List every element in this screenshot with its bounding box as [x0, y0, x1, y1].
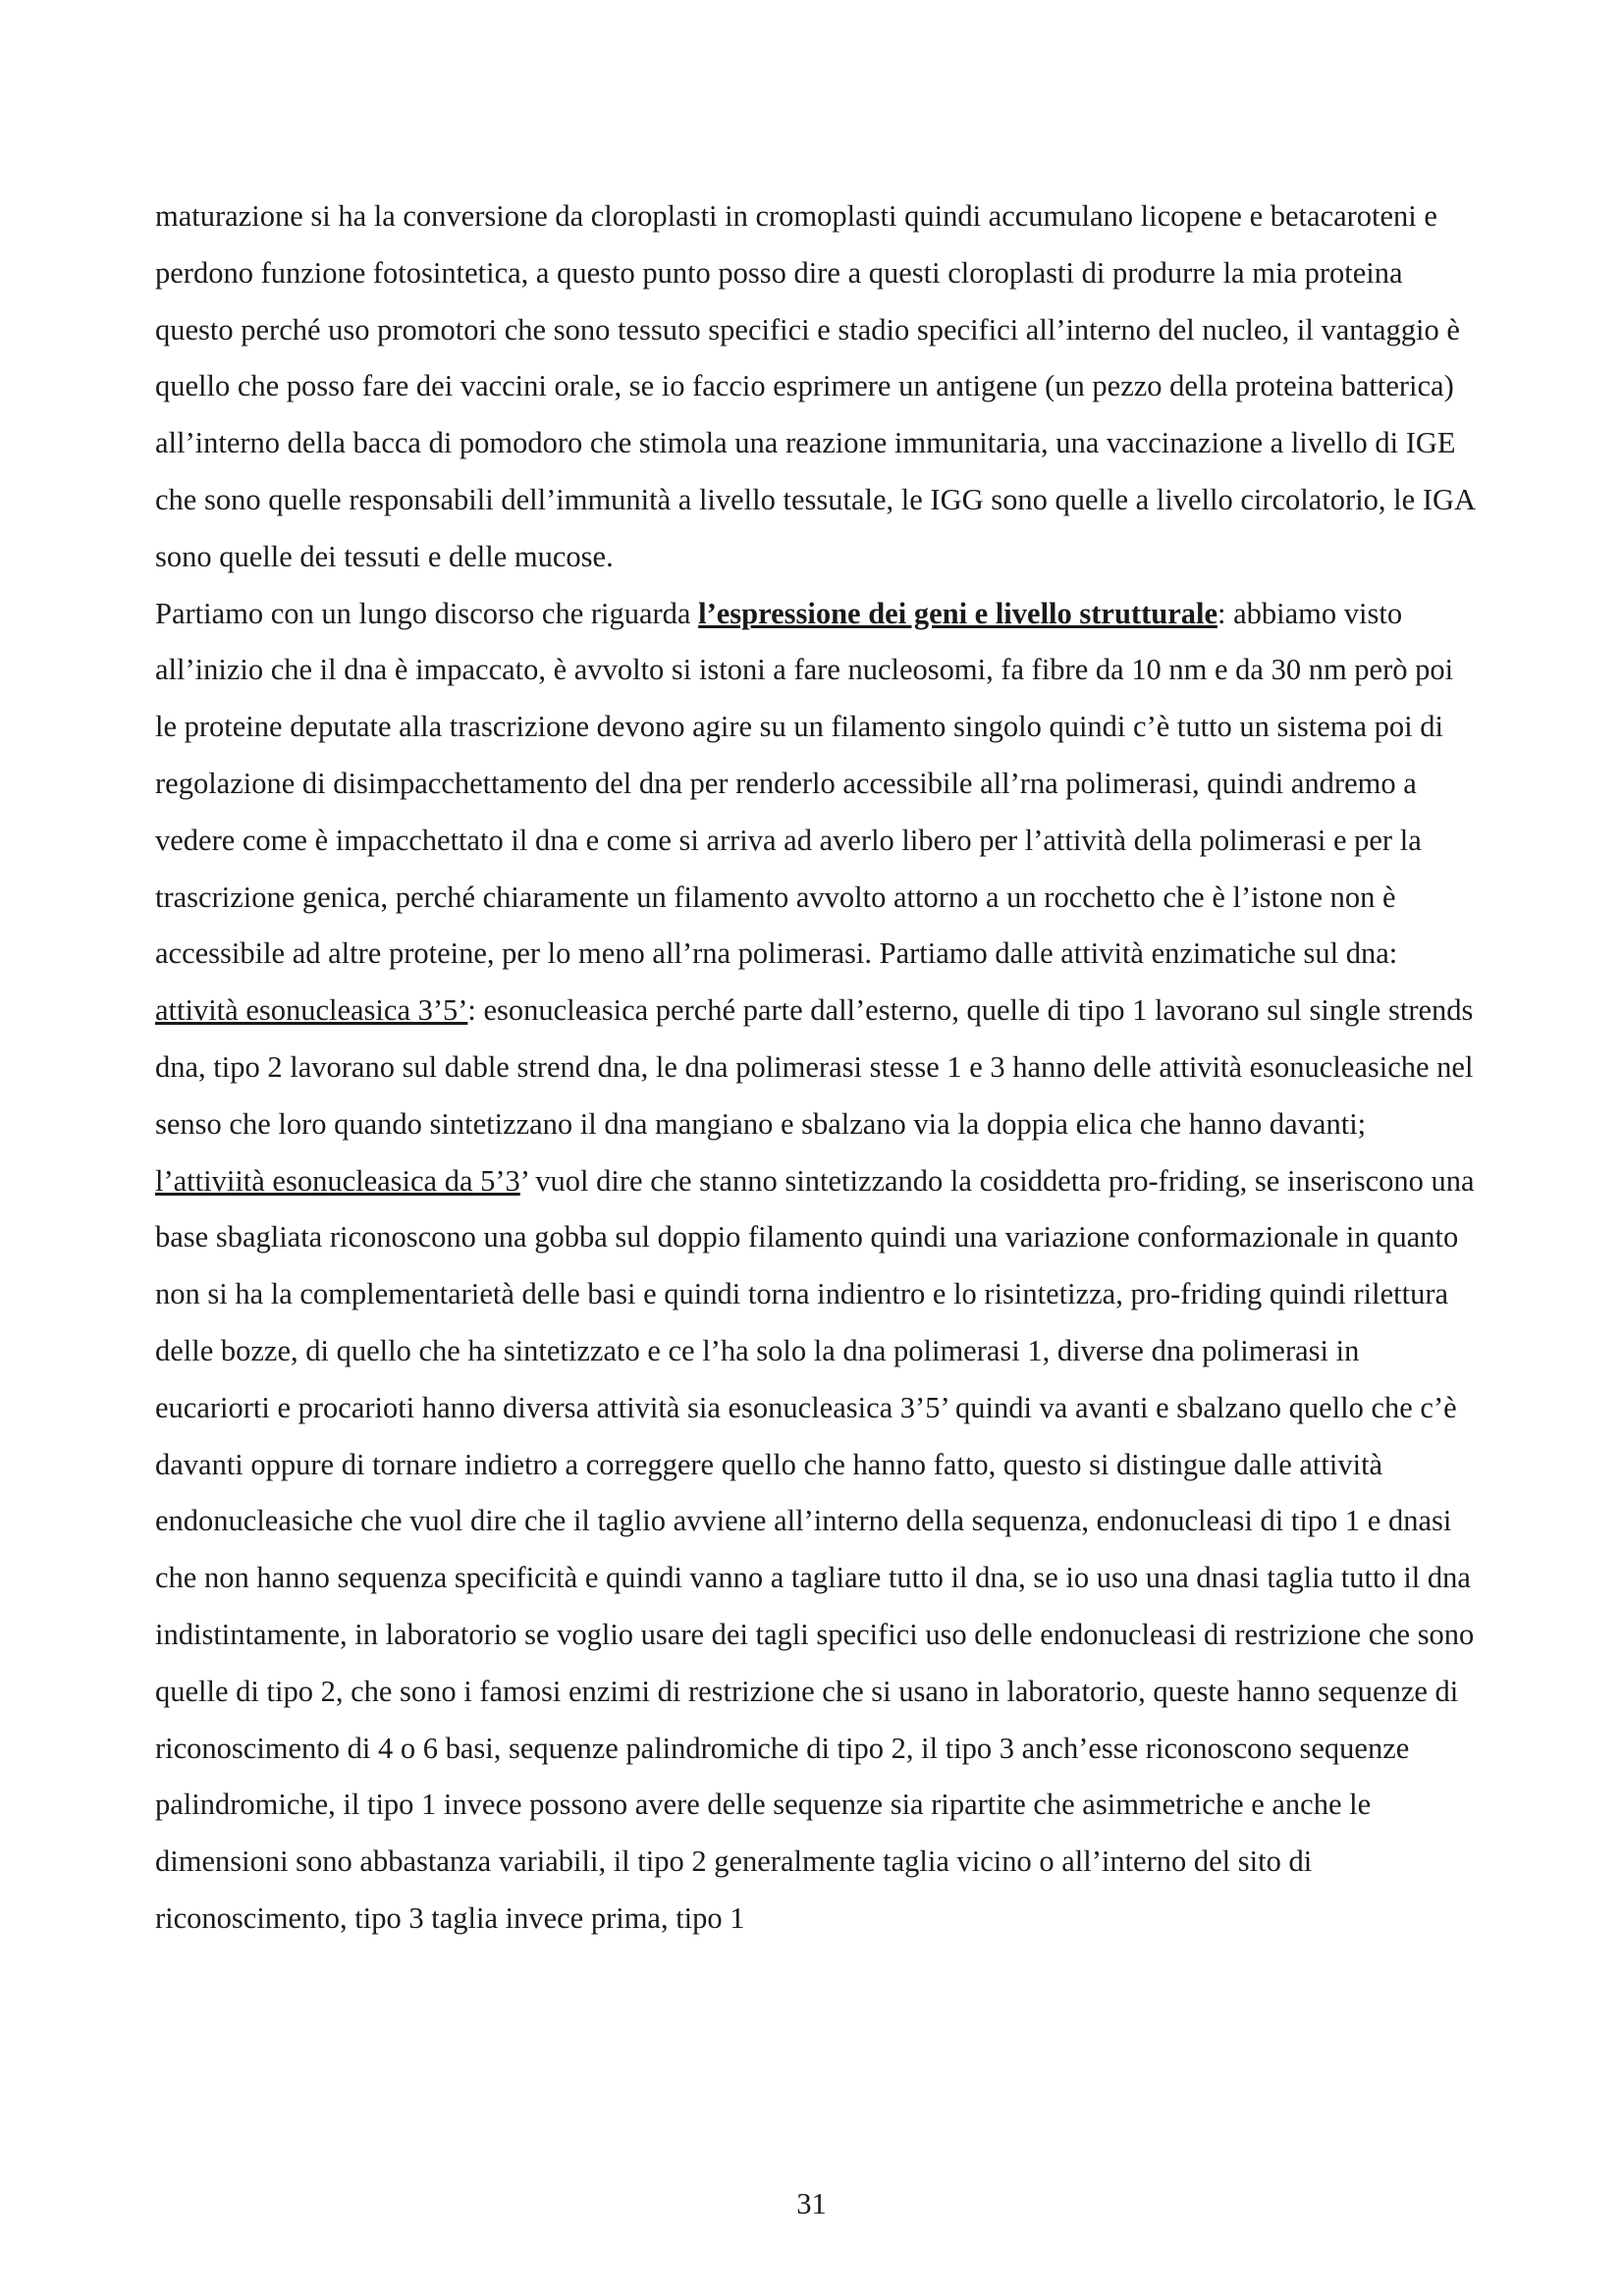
body-text — [155, 188, 1481, 1948]
term-exonuclease-3-5: attività esonucleasica 3’5’ — [155, 993, 468, 1028]
term-exonuclease-5-3: l’attiviità esonucleasica da 5’3 — [155, 1163, 520, 1198]
paragraph-text: ’ vuol dire che stanno sintetizzando la cosiddetta pro-friding, se inseriscono una base sbagliata riconoscono una gobba sul doppio filamento quindi una variazione conformazionale in quanto non si ha la complementarietà delle basi e quindi torna indientro e lo risintetizza, pro-friding quindi rilettura delle bozze, di quello che ha sintetizzato e ce l’ha solo la dna polimerasi 1, diverse dna polimerasi in eucariorti e procarioti hanno diversa attività sia esonucleasica 3’5’ quindi va avanti e sbalzano quello che c’è davanti oppure di tornare indietro a correggere quello che hanno fatto, questo si distingue dalle attività endonucleasiche che vuol dire che il taglio avviene all’interno della sequenza, endonucleasi di tipo 1 e dnasi che non hanno sequenza specificità e quindi vanno a tagliare tutto il dna, se io uso una dnasi taglia tutto il dna indistintamente, in laboratorio se voglio usare dei tagli specifici uso delle endonucleasi di restrizione che sono quelle di tipo 2, che sono i famosi enzimi di restrizione che si usano in laboratorio, queste hanno sequenze di riconoscimento di 4 o 6 basi, sequenze palindromiche di tipo 2, il tipo 3 anch’esse riconoscono sequenze palindromiche, il tipo 1 invece possono avere delle sequenze sia ripartite che asimmetriche e anche le dimensioni sono abbastanza variabili, il tipo 2 generalmente taglia vicino o all’interno del sito di riconoscimento, tipo 3 taglia invece prima, tipo 1 — [155, 1163, 1475, 1935]
section-heading: l’espressione dei geni e livello strutturale — [698, 596, 1217, 630]
paragraph-gene-expression — [155, 586, 1481, 1948]
paragraph-continuation: maturazione si ha la conversione da cloroplasti in cromoplasti quindi accumulano licopene e betacaroteni e perdono funzione fotosintetica, a questo punto posso dire a questi cloroplasti di produrre la mia proteina questo perché uso promotori che sono tessuto specifici e stadio specifici all’interno del nucleo, il vantaggio è quello che posso fare dei vaccini orale, se io faccio esprimere un antigene (un pezzo della proteina batterica) all’interno della bacca di pomodoro che stimola una reazione immunitaria, una vaccinazione a livello di IGE che sono quelle responsabili dell’immunità a livello tessutale, le IGG sono quelle a livello circolatorio, le IGA sono quelle dei tessuti e delle mucose. — [155, 199, 1475, 573]
paragraph-text: : esonucleasica perché parte dall’esterno, quelle di tipo 1 lavorano sul single strends dna, tipo 2 lavorano sul dable strend dna, le dna polimerasi stesse 1 e 3 hanno delle attività esonucleasiche nel senso che loro quando sintetizzano il dna mangiano e sbalzano via la doppia elica che hanno davanti; — [155, 993, 1474, 1141]
page-number: 31 — [796, 2187, 827, 2220]
paragraph-intro: Partiamo con un lungo discorso che riguarda — [155, 596, 699, 630]
paragraph-text: : abbiamo visto all’inizio che il dna è impaccato, è avvolto si istoni a fare nucleosomi, fa fibre da 10 nm e da 30 nm però poi le proteine deputate alla trascrizione devono agire su un filamento singolo quindi c’è tutto un sistema poi di regolazione di disimpacchettamento del dna per renderlo accessibile all’rna polimerasi, quindi andremo a vedere come è impacchettato il dna e come si arriva ad averlo libero per l’attività della polimerasi e per la trascrizione genica, perché chiaramente un filamento avvolto attorno a un rocchetto che è l’istone non è accessibile ad altre proteine, per lo meno all’rna polimerasi. Partiamo dalle attività enzimatiche sul dna: — [155, 596, 1454, 971]
